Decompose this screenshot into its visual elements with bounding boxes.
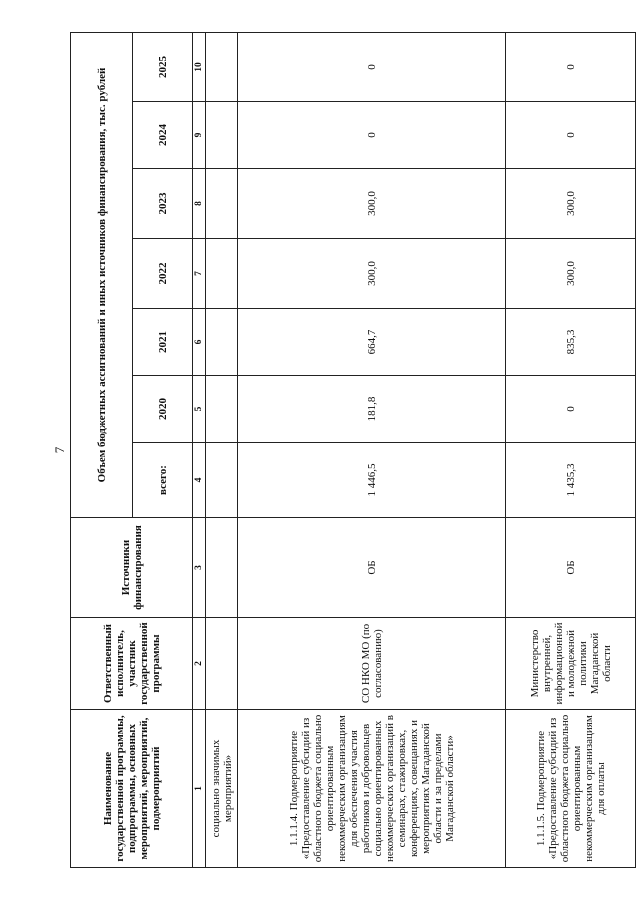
- row-value: 0: [238, 32, 506, 101]
- column-number: 2: [193, 618, 206, 710]
- row-value: 0: [238, 102, 506, 169]
- header-year: 2024: [133, 102, 193, 169]
- column-number: 8: [193, 169, 206, 239]
- header-name: Наименование государственной программы, подпрограммы, основных мероприятий, мероприятий, подмероприятий: [71, 710, 193, 868]
- column-number: 4: [193, 443, 206, 518]
- table-row: [506, 32, 636, 867]
- row-value: 1 446,5: [238, 443, 506, 518]
- column-number: 10: [193, 32, 206, 101]
- row-executor: Министерство внутренней, информационной и молодежной политики Магаданской области: [506, 618, 636, 710]
- row-value: 0: [506, 102, 636, 169]
- header-year: 2022: [133, 239, 193, 309]
- row-value: 0: [506, 32, 636, 101]
- row-value: [206, 32, 238, 101]
- row-value: 1 435,3: [506, 443, 636, 518]
- row-value: 300,0: [238, 239, 506, 309]
- column-number: 7: [193, 239, 206, 309]
- header-year: 2023: [133, 169, 193, 239]
- row-value: 300,0: [238, 169, 506, 239]
- column-number: 6: [193, 309, 206, 376]
- row-executor: СО НКО МО (по согласованию): [238, 618, 506, 710]
- row-value: [206, 169, 238, 239]
- table-row: [238, 32, 506, 867]
- row-value: 835,3: [506, 309, 636, 376]
- header-total: всего:: [133, 443, 193, 518]
- page-number: 7: [52, 446, 67, 454]
- funding-table: [70, 32, 636, 868]
- rotated-page: [70, 33, 638, 868]
- row-value: 0: [506, 376, 636, 443]
- column-number: 5: [193, 376, 206, 443]
- row-value: 664,7: [238, 309, 506, 376]
- column-number: 3: [193, 518, 206, 618]
- row-value: 300,0: [506, 239, 636, 309]
- header-source: Источники финансирования: [71, 518, 193, 618]
- row-value: [206, 376, 238, 443]
- column-number-row: [193, 32, 206, 867]
- row-executor: [206, 618, 238, 710]
- row-source: ОБ: [506, 518, 636, 618]
- header-year: 2021: [133, 309, 193, 376]
- header-year: 2025: [133, 32, 193, 101]
- row-value: [206, 443, 238, 518]
- header-funding-group: Объем бюджетных ассигнований и иных источников финансирования, тыс. рублей: [71, 32, 133, 517]
- row-name: 1.1.1.5. Подмероприятие «Предоставление субсидий из областного бюджета социально ориентированным некоммерческим организациям для оплаты: [506, 710, 636, 868]
- row-source: ОБ: [238, 518, 506, 618]
- column-number: 9: [193, 102, 206, 169]
- row-value: 181,8: [238, 376, 506, 443]
- column-number: 1: [193, 710, 206, 868]
- row-name: социально значимых мероприятий»: [206, 710, 238, 868]
- header-executor: Ответственный исполнитель, участник государственной программы: [71, 618, 193, 710]
- table-row: [206, 32, 238, 867]
- row-name: 1.1.1.4. Подмероприятие «Предоставление субсидий из областного бюджета социально ориентированным некоммерческим организациям для обеспечения участия работников и добровольцев социально ориентированных некоммерческих организаций в семинарах, стажировках, конференциях, совещаниях и мероприятиях Магаданской области и за пределами Магаданской области»: [238, 710, 506, 868]
- row-value: 300,0: [506, 169, 636, 239]
- header-year: 2020: [133, 376, 193, 443]
- row-source: [206, 518, 238, 618]
- row-value: [206, 102, 238, 169]
- row-value: [206, 309, 238, 376]
- row-value: [206, 239, 238, 309]
